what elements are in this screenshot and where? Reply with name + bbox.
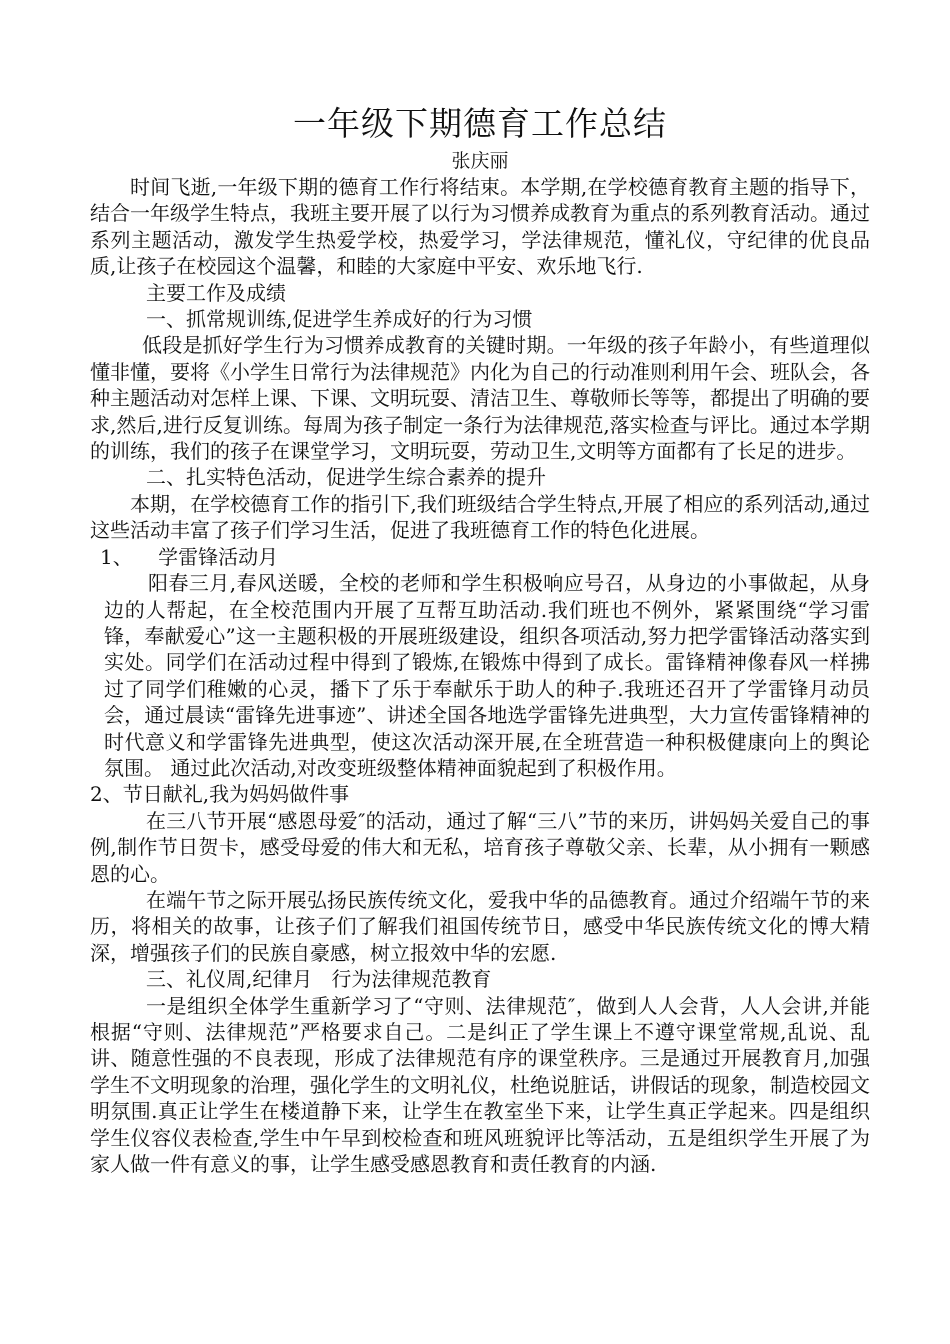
item1-body-text: 阳春三月,春风送暖，全校的老师和学生积极响应号召，从身边的小事做起，从身边的人帮起，在全校范围内开展了互帮互助活动.我们班也不例外，紧紧围绕“学习雷锋，奉献爱心”这一主题积极的开展班级建设，组织各项活动,努力把学雷锋活动落实到实处。同学们在活动过程中得到了锻炼,在锻炼中得到了成长。雷锋精神像春风一样拂过了同学们稚嫩的心灵，播下了乐于奉献乐于助人的种子.我班还召开了学雷锋月动员会，通过晨读“雷锋先进事迹”、讲述全国各地选学雷锋先进典型，大力宣传雷锋精神的时代意义和学雷锋先进典型，使这次活动深开展,在全班营造一种积极健康向上的舆论氛围。 通过此次活动,对改变班级整体精神面貌起到了积极作用。 [104, 571, 870, 780]
section1-heading: 一、抓常规训练,促进学生养成好的行为习惯 [146, 307, 533, 332]
section1-body: 低段是抓好学生行为习惯养成教育的关键时期。一年级的孩子年龄小，有些道理似懂非懂，要将《小学生日常行为法律规范》内化为自己的行动准则利用午会、班队会，各种主题活动对怎样上课、下课、文明玩耍、清洁卫生、尊敬师长等等，都提出了明确的要求,然后,进行反复训练。每周为孩子制定一条行为法律规范,落实检查与评比。通过本学期的训练，我们的孩子在课堂学习，文明玩耍，劳动卫生,文明等方面都有了长足的进步。 [90, 333, 870, 464]
section3-heading: 三、礼仪周,纪律月 行为法律规范教育 [146, 967, 492, 992]
main-heading: 主要工作及成绩 [146, 280, 286, 305]
section3-body: 一是组织全体学生重新学习了“守则、法律规范″，做到人人会背，人人会讲,并能根据“守则、法律规范”严格要求自己。二是纠正了学生课上不遵守课堂常规,乱说、乱讲、随意性强的不良表现，形成了法律规范有序的课堂秩序。三是通过开展教育月,加强学生不文明现象的治理，强化学生的文明礼仪，杜绝说脏话，讲假话的现象，制造校园文明氛围.真正让学生在楼道静下来，让学生在教室坐下来，让学生真正学起来。四是组织学生仪容仪表检查,学生中午早到校检查和班风班貌评比等活动，五是组织学生开展了为家人做一件有意义的事，让学生感受感恩教育和责任教育的内涵. [90, 993, 870, 1177]
document-title: 一年级下期德育工作总结 [293, 104, 667, 143]
item2-body2: 在端午节之际开展弘扬民族传统文化，爱我中华的品德教育。通过介绍端午节的来历，将相关的故事，让孩子们了解我们祖国传统节日，感受中华民族传统文化的博大精深，增强孩子们的民族自豪感，树立报效中华的宏愿. [90, 887, 870, 965]
intro-paragraph: 时间飞逝,一年级下期的德育工作行将结束。本学期,在学校德育教育主题的指导下，结合一年级学生特点，我班主要开展了以行为习惯养成教育为重点的系列教育活动。通过系列主题活动，激发学生热爱学校，热爱学习，学法律规范，懂礼仪，守纪律的优良品质,让孩子在校园这个温馨，和睦的大家庭中平安、欢乐地飞行. [90, 175, 870, 279]
section2-body: 本期，在学校德育工作的指引下,我们班级结合学生特点,开展了相应的系列活动,通过这些活动丰富了孩子们学习生活，促进了我班德育工作的特色化进展。 [90, 491, 870, 543]
document-page [90, 100, 870, 1177]
item1-title: 1、 学雷锋活动月 [100, 544, 279, 569]
author-name: 张庆丽 [451, 150, 509, 172]
item2-body1: 在三八节开展“感恩母爱″的活动，通过了解“三八”节的来历，讲妈妈关爱自己的事例,制作节日贺卡，感受母爱的伟大和无私，培育孩子尊敬父亲、长辈，从小拥有一颗感恩的心。 [90, 808, 870, 886]
item1-body [90, 570, 870, 781]
item2-title: 2、节日献礼,我为妈妈做件事 [90, 782, 350, 807]
section2-heading: 二、扎实特色活动，促进学生综合素养的提升 [146, 465, 546, 490]
